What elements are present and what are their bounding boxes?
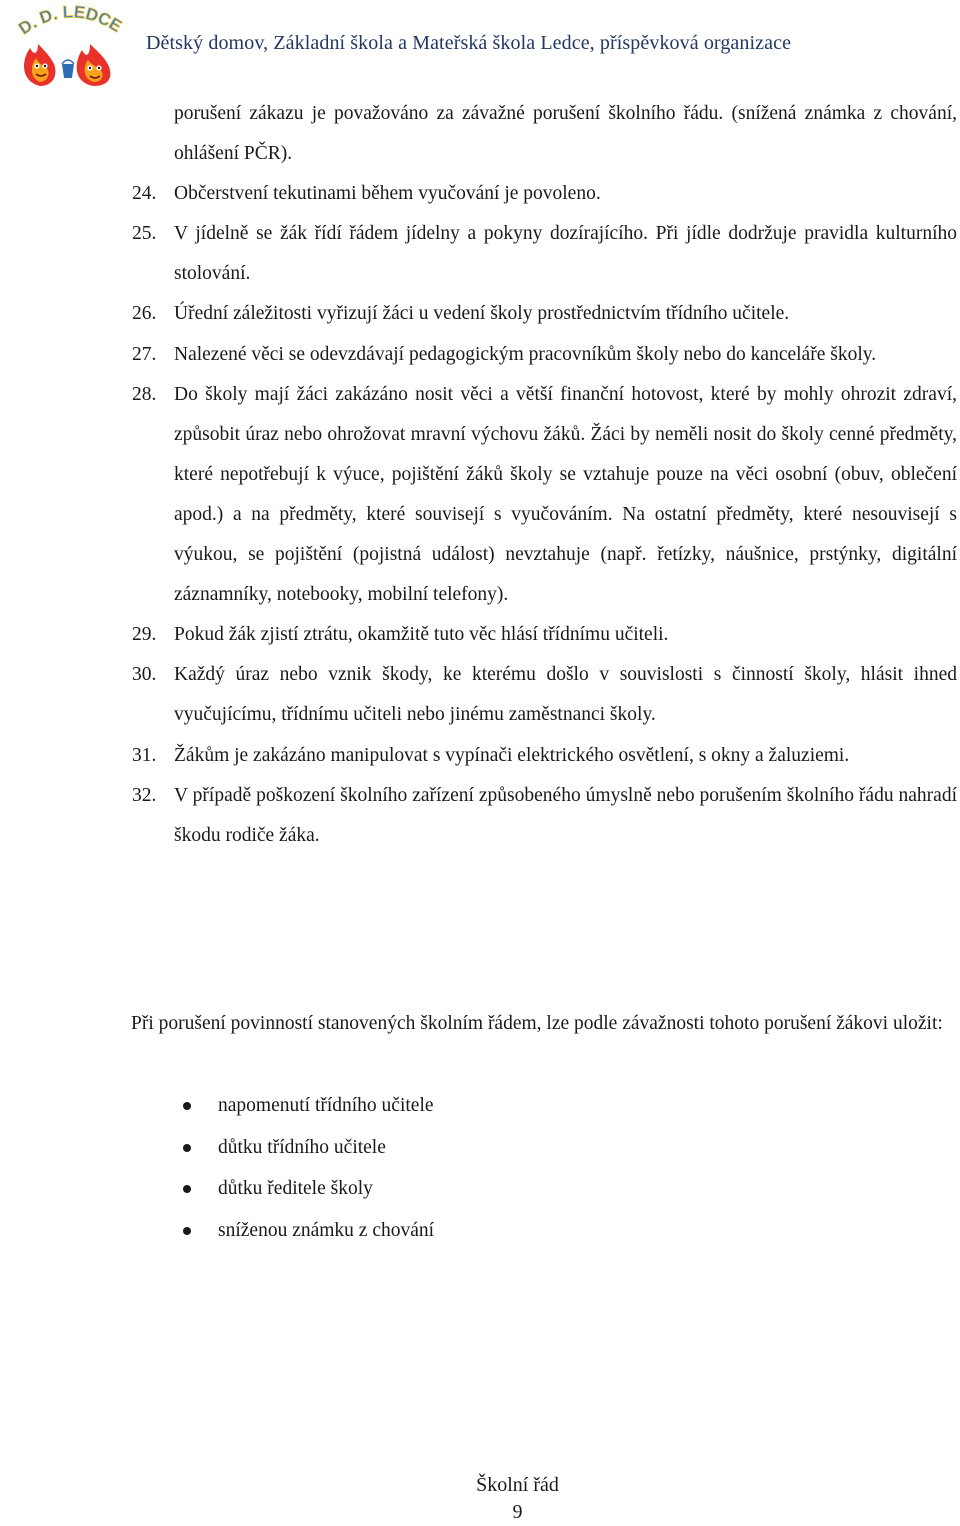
- rule-number: 29.: [132, 624, 157, 646]
- rule-text: V jídelně se žák řídí řádem jídelny a pokyny dozírajícího. Při jídle dodržuje pravidla kulturního stolování.: [174, 223, 957, 285]
- penalty-item: [0, 1168, 434, 1210]
- svg-text:D. D. LEDCE: [15, 4, 125, 38]
- penalty-item: [0, 1127, 434, 1169]
- bullet-icon: [183, 1185, 191, 1193]
- rule-item: [0, 174, 960, 214]
- footer-doc-title: Školní řád: [476, 1474, 559, 1496]
- rule-text: Úřední záležitosti vyřizují žáci u vedení školy prostřednictvím třídního učitele.: [174, 303, 790, 325]
- rule-text: Občerstvení tekutinami během vyučování je povoleno.: [174, 183, 601, 205]
- rule-text: Každý úraz nebo vznik škody, ke kterému došlo v souvislosti s činností školy, hlásit ihned vyučujícímu, třídnímu učiteli nebo jinému zaměstnanci školy.: [174, 664, 957, 726]
- bullet-icon: [183, 1144, 191, 1152]
- page-footer: [0, 1472, 960, 1526]
- rules-list: [0, 94, 960, 856]
- rule-number: 28.: [132, 383, 157, 405]
- penalty-text: napomenutí třídního učitele: [218, 1095, 434, 1116]
- penalty-list: [0, 1085, 434, 1252]
- rule-item: [0, 776, 960, 856]
- rule-number: 26.: [132, 303, 157, 325]
- logo-text: D. D. LEDCE: [15, 4, 126, 39]
- rule-text: V případě poškození školního zařízení způsobeného úmyslně nebo porušením školního řádu nahradí škodu rodiče žáka.: [174, 784, 957, 846]
- rule-number: 30.: [132, 664, 157, 686]
- rule-item: [0, 214, 960, 294]
- penalties-intro: Při porušení povinností stanovených školním řádem, lze podle závažnosti tohoto porušení žákovi uložit:: [131, 1013, 943, 1034]
- penalty-text: důtku třídního učitele: [218, 1136, 386, 1158]
- bullet-icon: [183, 1227, 191, 1235]
- header-title: Dětský domov, Základní škola a Mateřská škola Ledce, příspěvková organizace: [146, 32, 792, 54]
- rule-text: Žákům je zakázáno manipulovat s vypínači elektrického osvětlení, s okny a žaluziemi.: [174, 744, 850, 766]
- page-header: [0, 0, 960, 90]
- school-logo: [10, 4, 130, 88]
- rule-item: [0, 615, 960, 655]
- rule-text: Do školy mají žáci zakázáno nosit věci a větší finanční hotovost, které by mohly ohrozit zdraví, způsobit úraz nebo ohrožovat mravní výchovu žáků. Žáci by neměli nosit do školy cenné předměty, které nepotřebují k výuce, pojištění žáků školy se vztahuje pouze na věci osobní (obuv, oblečení apod.) a na předměty, které souvisejí s vyučováním. Na ostatní předměty, které nesouvisejí s výukou, se pojištění (pojistná událost) nevztahuje (např. řetízky, náušnice, prstýnky, digitální záznamníky, notebooky, mobilní telefony).: [174, 383, 957, 606]
- penalty-text: sníženou známku z chování: [218, 1220, 435, 1242]
- penalty-item: [0, 1085, 434, 1127]
- rule-number: 25.: [132, 223, 157, 245]
- rule-item: [0, 335, 960, 375]
- rule-number: 31.: [132, 744, 157, 766]
- rule-item: [0, 375, 960, 616]
- rule-number: 32.: [132, 784, 157, 806]
- penalty-text: důtku ředitele školy: [218, 1178, 373, 1200]
- bullet-icon: [183, 1102, 191, 1110]
- rule-item: [0, 94, 960, 174]
- penalty-item: [0, 1210, 434, 1252]
- rule-number: 24.: [132, 183, 157, 205]
- rule-text: porušení zákazu je považováno za závažné porušení školního řádu. (snížená známka z chování, ohlášení PČR).: [174, 103, 957, 165]
- rule-number: 27.: [132, 343, 157, 365]
- rule-text: Nalezené věci se odevzdávají pedagogickým pracovníkům školy nebo do kanceláře školy.: [174, 343, 877, 365]
- rule-text: Pokud žák zjistí ztrátu, okamžitě tuto věc hlásí třídnímu učiteli.: [174, 624, 669, 646]
- rule-item: [0, 294, 960, 334]
- rule-item: [0, 655, 960, 735]
- page-number: 9: [512, 1501, 523, 1523]
- rule-item: [0, 736, 960, 776]
